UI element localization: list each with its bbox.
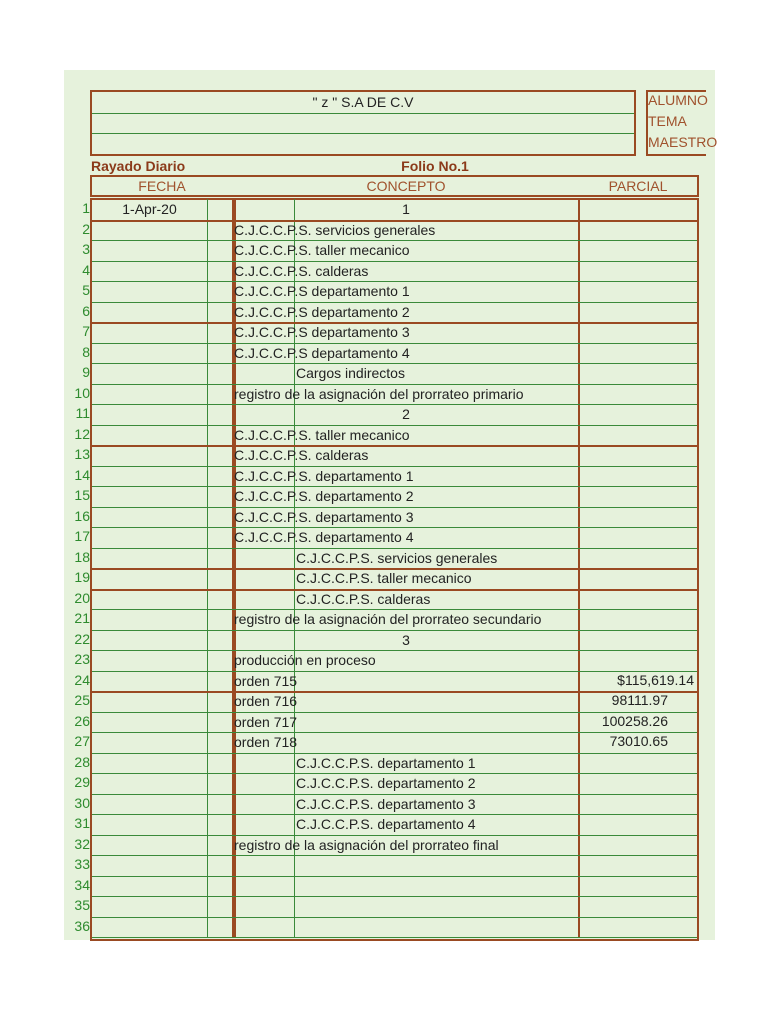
row-number: 20 [74,589,90,606]
side-label-tema: TEMA [648,113,687,129]
row-number: 10 [74,384,90,401]
concepto-cell[interactable]: C.J.C.C.P.S. departamento 4 [296,816,476,832]
row-rule [92,876,697,877]
concepto-cell[interactable]: C.J.C.C.P.S departamento 4 [234,344,410,361]
concepto-cell[interactable]: Cargos indirectos [296,365,405,381]
row-number: 25 [74,692,90,708]
row-rule [92,917,697,918]
row-number: 11 [75,405,90,421]
concepto-cell[interactable]: C.J.C.C.P.S. servicios generales [296,549,498,566]
concepto-cell[interactable]: C.J.C.C.P.S. calderas [234,447,369,463]
row-number: 6 [82,302,90,319]
row-number: 13 [74,446,90,462]
row-number: 14 [74,466,90,483]
concepto-cell[interactable]: C.J.C.C.P.S departamento 2 [234,303,410,320]
side-label-maestro: MAESTRO [648,134,718,150]
concepto-cell[interactable]: 3 [402,631,410,648]
concepto-cell[interactable]: C.J.C.C.P.S. departamento 3 [234,508,414,525]
row-number: 7 [82,323,90,339]
concepto-cell[interactable]: registro de la asignación del prorrateo final [234,836,499,853]
header-divider-2 [92,133,634,134]
concepto-cell[interactable]: C.J.C.C.P.S. taller mecanico [296,570,472,586]
concepto-cell[interactable]: C.J.C.C.P.S. taller mecanico [234,426,410,443]
row-number: 28 [74,753,90,770]
row-number: 19 [74,569,90,585]
concepto-cell[interactable]: orden 716 [234,693,298,709]
row-number: 36 [74,917,90,934]
row-number: 21 [74,610,90,626]
concepto-cell[interactable]: C.J.C.C.P.S. departamento 2 [296,775,476,791]
parcial-cell[interactable]: 73010.65 [609,733,668,749]
row-number: 24 [74,671,90,688]
company-name: " z " S.A DE C.V [312,94,414,110]
row-rule [92,937,697,938]
row-number: 22 [74,630,90,647]
row-number: 1 [82,200,90,216]
parcial-cell[interactable]: $115,619.14 [617,671,694,688]
row-number: 27 [74,733,90,749]
row-number: 9 [82,364,90,380]
concepto-cell[interactable]: C.J.C.C.P.S departamento 3 [234,324,410,340]
row-number: 30 [74,794,90,811]
parcial-cell[interactable]: 98111.97 [611,692,668,708]
concepto-cell[interactable]: orden 715 [234,672,298,689]
row-number: 29 [74,774,90,790]
concepto-cell[interactable]: 1 [402,201,410,217]
concepto-cell[interactable]: registro de la asignación del prorrateo primario [234,385,524,402]
concepto-cell[interactable]: C.J.C.C.P.S. servicios generales [234,221,436,238]
column-header-fecha: FECHA [138,178,186,194]
journal-title: Rayado Diario [91,158,186,174]
row-number: 31 [74,815,90,831]
row-number: 12 [74,425,90,442]
row-number: 3 [82,241,90,257]
column-header-concepto: CONCEPTO [366,178,446,194]
row-rule [92,261,697,262]
row-number: 8 [82,343,90,360]
header-divider-1 [92,113,634,114]
row-number: 16 [74,507,90,524]
concepto-cell[interactable]: 2 [402,406,410,422]
concepto-cell[interactable]: C.J.C.C.P.S. departamento 3 [296,795,476,812]
row-number: 2 [82,220,90,237]
parcial-cell[interactable]: 100258.26 [601,712,668,729]
concepto-cell[interactable]: C.J.C.C.P.S. calderas [234,262,369,279]
row-number: 17 [74,528,90,544]
concepto-cell[interactable]: C.J.C.C.P.S. taller mecanico [234,242,410,258]
row-rule [92,896,697,897]
row-rule [92,855,697,856]
side-label-alumno: ALUMNO [648,92,708,108]
concepto-cell[interactable]: orden 717 [234,713,298,730]
row-number: 32 [74,835,90,852]
concepto-cell[interactable]: C.J.C.C.P.S. departamento 1 [296,754,476,771]
concepto-cell[interactable]: C.J.C.C.P.S. departamento 2 [234,488,414,504]
fecha-cell[interactable]: 1-Apr-20 [122,201,177,217]
concepto-cell[interactable]: registro de la asignación del prorrateo secundario [234,611,542,627]
concepto-cell[interactable]: C.J.C.C.P.S. departamento 1 [234,467,414,484]
concepto-cell[interactable]: C.J.C.C.P.S departamento 1 [234,283,410,299]
concepto-cell[interactable]: producción en proceso [234,652,376,668]
row-number: 26 [74,712,90,729]
concepto-cell[interactable]: orden 718 [234,734,298,750]
row-number: 5 [82,282,90,298]
row-number: 33 [74,856,90,872]
concepto-cell[interactable]: C.J.C.C.P.S. departamento 4 [234,529,414,545]
concepto-cell[interactable]: C.J.C.C.P.S. calderas [296,590,431,607]
row-number: 23 [74,651,90,667]
row-number: 4 [82,261,90,278]
row-number: 18 [74,548,90,565]
row-number: 15 [74,487,90,503]
row-number: 35 [74,897,90,913]
folio-number: Folio No.1 [401,158,469,174]
row-rule [92,650,697,651]
row-number: 34 [74,876,90,893]
column-header-parcial: PARCIAL [608,178,668,194]
row-rule [92,445,697,447]
